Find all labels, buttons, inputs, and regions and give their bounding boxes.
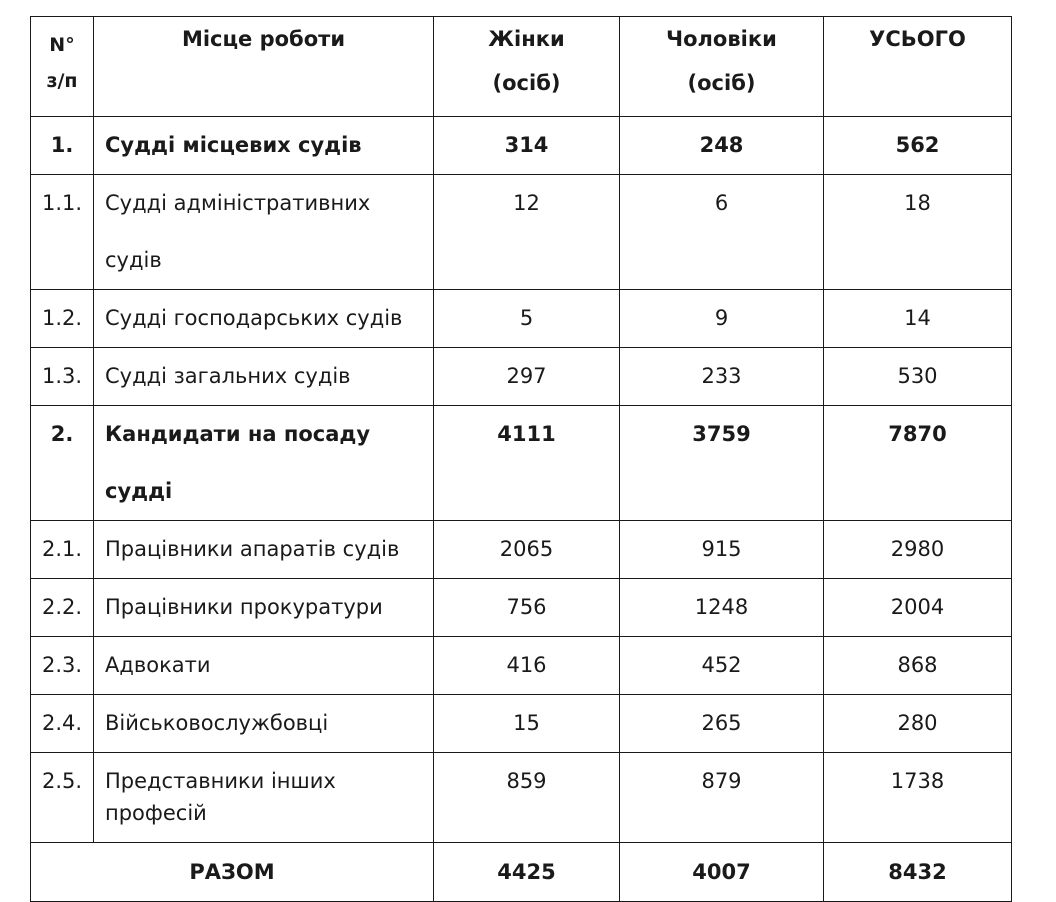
statistics-table: [30, 16, 1012, 902]
row-men: 1248: [620, 579, 824, 637]
row-place: Судді загальних судів: [94, 348, 434, 406]
row-men: 233: [620, 348, 824, 406]
row-women: 859: [434, 753, 620, 843]
header-women: [434, 17, 620, 117]
row-men: 265: [620, 695, 824, 753]
row-women: 2065: [434, 521, 620, 579]
row-women: 314: [434, 117, 620, 175]
row-place: Судді господарських судів: [94, 290, 434, 348]
header-women-line1: Жінки: [488, 27, 565, 51]
header-row: [31, 17, 1012, 117]
row-women: 4111: [434, 406, 620, 521]
row-total: 2980: [824, 521, 1012, 579]
table-row: [31, 753, 1012, 843]
row-place: Адвокати: [94, 637, 434, 695]
row-place: Представники інших професій: [94, 753, 434, 843]
header-total: УСЬОГО: [824, 17, 1012, 117]
row-total: 7870: [824, 406, 1012, 521]
table-row: [31, 175, 1012, 290]
row-total: 1738: [824, 753, 1012, 843]
table-row: [31, 348, 1012, 406]
row-men: 3759: [620, 406, 824, 521]
row-place: Судді місцевих судів: [94, 117, 434, 175]
row-place: Судді адміністративних судів: [94, 175, 434, 290]
row-number: 1.2.: [31, 290, 94, 348]
row-women: 15: [434, 695, 620, 753]
row-men: 6: [620, 175, 824, 290]
row-number: 2.1.: [31, 521, 94, 579]
table-row: [31, 695, 1012, 753]
row-place: Кандидати на посаду судді: [94, 406, 434, 521]
table-row: [31, 637, 1012, 695]
row-women: 5: [434, 290, 620, 348]
row-number: 1.1.: [31, 175, 94, 290]
row-men: 248: [620, 117, 824, 175]
table-row: [31, 579, 1012, 637]
header-men: [620, 17, 824, 117]
row-women: 297: [434, 348, 620, 406]
row-place: Працівники прокуратури: [94, 579, 434, 637]
total-men: 4007: [620, 843, 824, 902]
row-number: 1.3.: [31, 348, 94, 406]
header-number-line1: N°: [49, 34, 75, 56]
row-total: 868: [824, 637, 1012, 695]
row-total: 14: [824, 290, 1012, 348]
row-number: 2.4.: [31, 695, 94, 753]
row-number: 2.: [31, 406, 94, 521]
row-place: Військовослужбовці: [94, 695, 434, 753]
header-number-line2: з/п: [46, 70, 78, 92]
total-women: 4425: [434, 843, 620, 902]
row-men: 9: [620, 290, 824, 348]
row-men: 915: [620, 521, 824, 579]
total-all: 8432: [824, 843, 1012, 902]
row-number: 2.5.: [31, 753, 94, 843]
row-total: 18: [824, 175, 1012, 290]
header-men-line1: Чоловіки: [666, 27, 777, 51]
row-total: 562: [824, 117, 1012, 175]
row-place: Працівники апаратів судів: [94, 521, 434, 579]
row-number: 2.2.: [31, 579, 94, 637]
row-total: 2004: [824, 579, 1012, 637]
row-women: 12: [434, 175, 620, 290]
row-number: 2.3.: [31, 637, 94, 695]
row-total: 530: [824, 348, 1012, 406]
table-row: [31, 290, 1012, 348]
total-label: РАЗОМ: [31, 843, 434, 902]
row-men: 879: [620, 753, 824, 843]
row-men: 452: [620, 637, 824, 695]
header-men-line2: (осіб): [687, 71, 756, 95]
row-women: 416: [434, 637, 620, 695]
row-total: 280: [824, 695, 1012, 753]
header-place: Місце роботи: [94, 17, 434, 117]
table-row: [31, 521, 1012, 579]
header-number: [31, 17, 94, 117]
header-women-line2: (осіб): [492, 71, 561, 95]
row-women: 756: [434, 579, 620, 637]
table-row: [31, 117, 1012, 175]
total-row: [31, 843, 1012, 902]
table-row: [31, 406, 1012, 521]
row-number: 1.: [31, 117, 94, 175]
